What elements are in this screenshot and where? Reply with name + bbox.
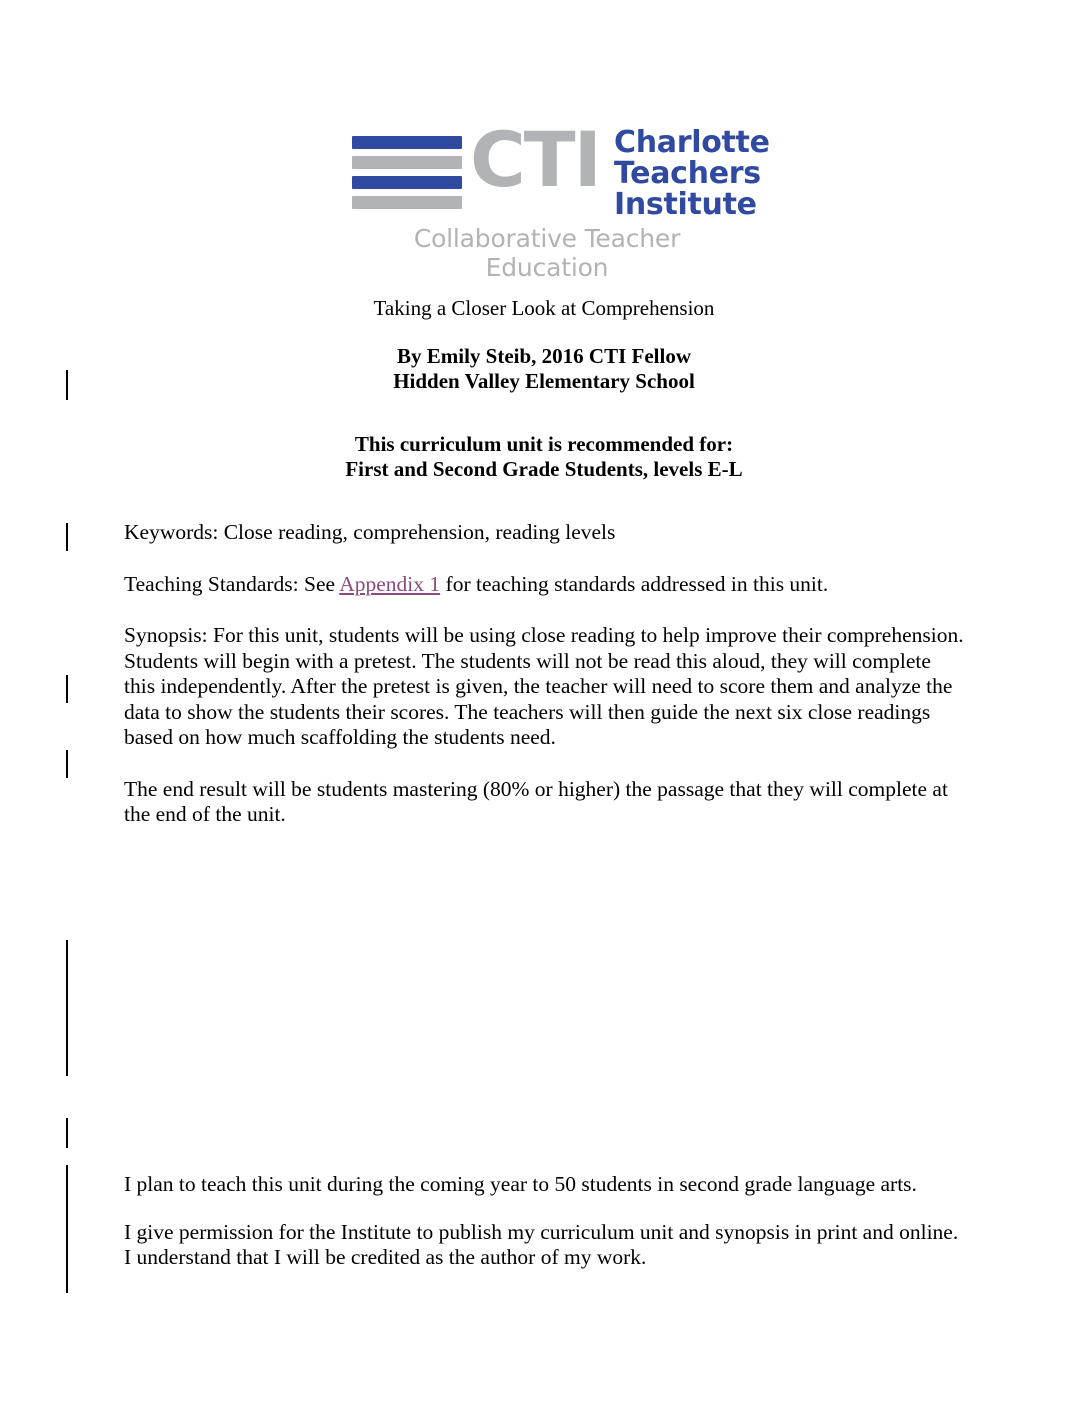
school-line: Hidden Valley Elementary School xyxy=(393,369,695,393)
body-text xyxy=(124,520,966,854)
change-bar xyxy=(66,1118,68,1148)
end-result-paragraph: The end result will be students mastering (80% or higher) the passage that they will complete at the end of the unit. xyxy=(124,776,948,826)
cti-logo xyxy=(352,115,770,282)
standards-prefix: Teaching Standards: See xyxy=(124,571,340,596)
permission-paragraph: I give permission for the Institute to publish my curriculum unit and synopsis in print and online. I understand that I will be credited as the author of my work. xyxy=(124,1219,959,1269)
logo-tagline: Collaborative Teacher Education xyxy=(413,224,681,282)
logo-acronym: CTI xyxy=(470,115,600,204)
change-bar xyxy=(66,523,68,551)
title-block xyxy=(124,296,964,482)
change-bar xyxy=(66,750,68,778)
logo-name-line-2: Teachers xyxy=(614,155,761,191)
lower-text xyxy=(124,1172,966,1293)
logo-name-line-1: Charlotte xyxy=(614,125,770,160)
synopsis-paragraph: Synopsis: For this unit, students will be using close reading to help improve their comprehension. Students will begin with a pretest. The students will not be read this aloud, they will complete this independently. After the pretest is given, the teacher will need to score them and analyze the data to show the students their scores. The teachers will then guide the next six close readings based on how much scaffolding the students need. xyxy=(124,623,964,749)
recommended-audience: First and Second Grade Students, levels E-L xyxy=(345,457,743,481)
author-line: By Emily Steib, 2016 CTI Fellow xyxy=(396,344,691,368)
logo-name-line-3: Institute xyxy=(614,186,757,222)
recommended-intro: This curriculum unit is recommended for: xyxy=(354,432,734,456)
teaching-plan-paragraph: I plan to teach this unit during the coming year to 50 students in second grade language arts. xyxy=(124,1172,917,1196)
change-bar xyxy=(66,940,68,1076)
standards-suffix: for teaching standards addressed in this unit. xyxy=(440,571,829,596)
change-bar xyxy=(66,370,68,400)
keywords-paragraph: Keywords: Close reading, comprehension, reading levels xyxy=(124,520,616,544)
logo-bars-icon xyxy=(352,136,462,216)
standards-paragraph xyxy=(124,572,966,598)
logo-name xyxy=(614,125,770,222)
change-bar xyxy=(66,1165,68,1293)
appendix-1-link[interactable]: Appendix 1 xyxy=(339,571,441,596)
page-title: Taking a Closer Look at Comprehension xyxy=(373,296,715,320)
change-bar xyxy=(66,675,68,703)
